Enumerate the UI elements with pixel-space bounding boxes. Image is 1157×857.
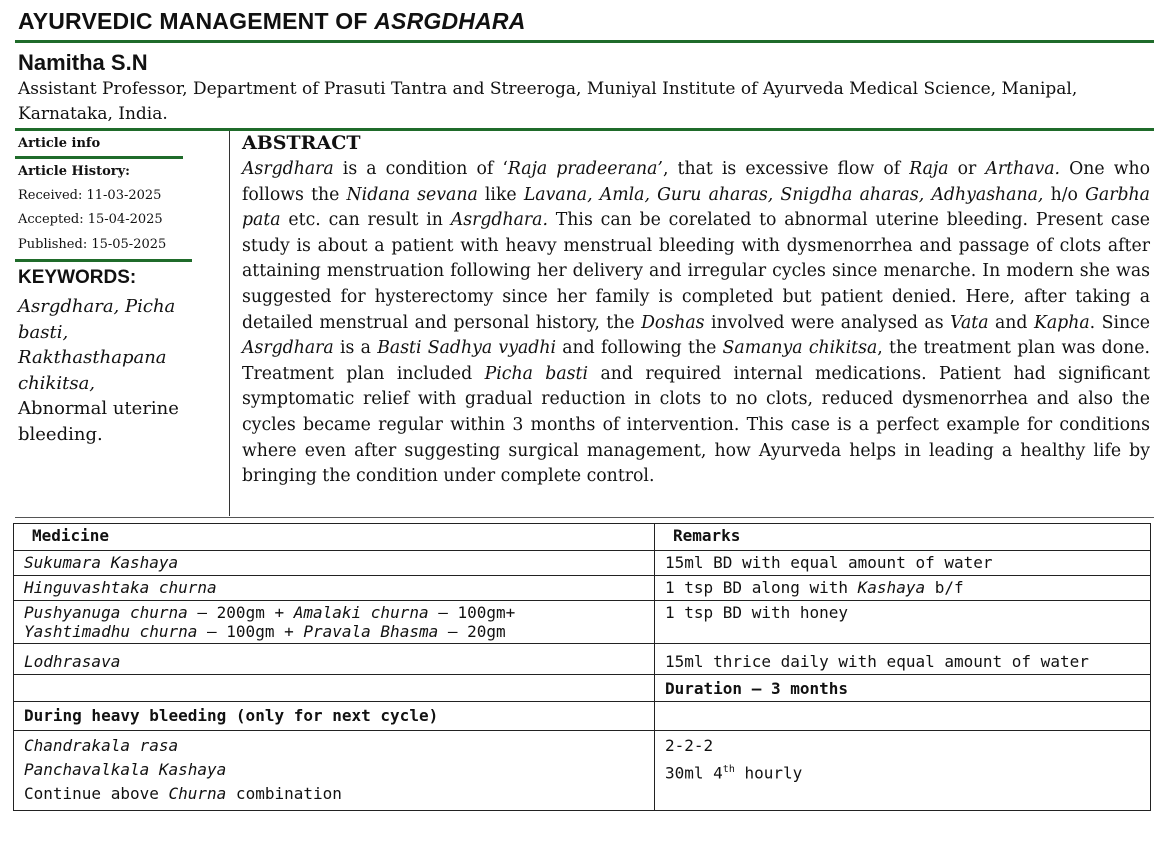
bleeding-heading-cell: During heavy bleeding (only for next cycle)	[14, 702, 655, 731]
title-rule	[15, 40, 1154, 43]
table-row	[14, 576, 1151, 601]
remarks-cell: 2-2-2 30ml 4th hourly	[655, 731, 1151, 811]
medicine-cell: Pushyanuga churna – 200gm + Amalaki churna – 100gm+ Yashtimadhu churna – 100gm + Pravala Bhasma – 20gm	[14, 601, 655, 644]
column-divider	[229, 131, 230, 516]
remarks-cell: 15ml BD with equal amount of water	[655, 551, 1151, 576]
abstract-text: Asrgdhara is a condition of ‘Raja pradeerana’, that is excessive flow of Raja or Arthava. One who follows the Nidana sevana like Lavana, Amla, Guru aharas, Snigdha aharas, Adhyashana, h/o Garbha pata etc. can result in Asrgdhara. This can be corelated to abnormal uterine bleeding. Present case study is about a patient with heavy menstrual bleeding with dysmenorrhea and passage of clots after attaining menstruation following her delivery and irregular cycles since menarche. In modern she was suggested for hysterectomy since her family is completed but patient denied. Here, after taking a detailed menstrual and personal history, the Doshas involved were analysed as Vata and Kapha. Since Asrgdhara is a Basti Sadhya vyadhi and following the Samanya chikitsa, the treatment plan was done. Treatment plan included Picha basti and required internal medications. Patient had significant symptomatic relief with gradual reduction in clots to no clots, reduced dysmenorrhea and also the cycles became regular within 3 months of intervention. This case is a perfect example for conditions where even after suggesting surgical management, how Ayurveda helps in leading a healthy life by bringing the condition under complete control.	[242, 159, 1151, 487]
keyword-1: Asrgdhara, Picha basti,	[18, 296, 176, 343]
article-history-label: Article History:	[18, 164, 130, 179]
table-row	[14, 644, 1151, 675]
article-dates-rule	[15, 259, 192, 262]
article-info-rule	[15, 156, 183, 159]
author-name: Namitha S.N	[18, 50, 148, 75]
table-row	[14, 731, 1151, 811]
remarks-cell: 15ml thrice daily with equal amount of water	[655, 644, 1151, 675]
received-date: Received: 11-03-2025	[18, 188, 162, 203]
table-row	[14, 551, 1151, 576]
medicine-cell: Lodhrasava	[14, 644, 655, 675]
empty-cell	[655, 702, 1151, 731]
duration-cell: Duration – 3 months	[655, 675, 1151, 702]
medicine-header: Medicine	[14, 524, 655, 551]
remarks-cell: 1 tsp BD along with Kashaya b/f	[655, 576, 1151, 601]
keywords-list	[18, 294, 218, 448]
medicine-cell: Sukumara Kashaya	[14, 551, 655, 576]
abstract-bottom-rule	[15, 517, 1154, 518]
header-rule	[15, 128, 1154, 131]
remarks-header: Remarks	[655, 524, 1151, 551]
table-row	[14, 702, 1151, 731]
empty-cell	[14, 675, 655, 702]
accepted-date: Accepted: 15-04-2025	[18, 212, 163, 227]
keywords-heading: KEYWORDS:	[18, 267, 137, 288]
medicine-cell: Chandrakala rasa Panchavalkala Kashaya Continue above Churna combination	[14, 731, 655, 811]
medicine-table	[13, 523, 1151, 811]
medicine-cell: Hinguvashtaka churna	[14, 576, 655, 601]
table-row	[14, 601, 1151, 644]
table-row	[14, 675, 1151, 702]
remarks-cell: 1 tsp BD with honey	[655, 601, 1151, 644]
affiliation: Assistant Professor, Department of Prasuti Tantra and Streeroga, Muniyal Institute of Ayurveda Medical Science, Manipal, Karnataka, India.	[18, 79, 1078, 124]
keyword-2: Rakthasthapana chikitsa,	[18, 347, 167, 394]
article-info-heading: Article info	[18, 136, 101, 151]
abstract-heading: ABSTRACT	[242, 132, 361, 154]
paper-title: AYURVEDIC MANAGEMENT OF ASRGDHARA	[18, 8, 526, 34]
paper-title-italic: ASRGDHARA	[374, 8, 526, 34]
table-header-row	[14, 524, 1151, 551]
keyword-3: Abnormal uterine bleeding.	[18, 398, 179, 445]
published-date: Published: 15-05-2025	[18, 237, 167, 252]
